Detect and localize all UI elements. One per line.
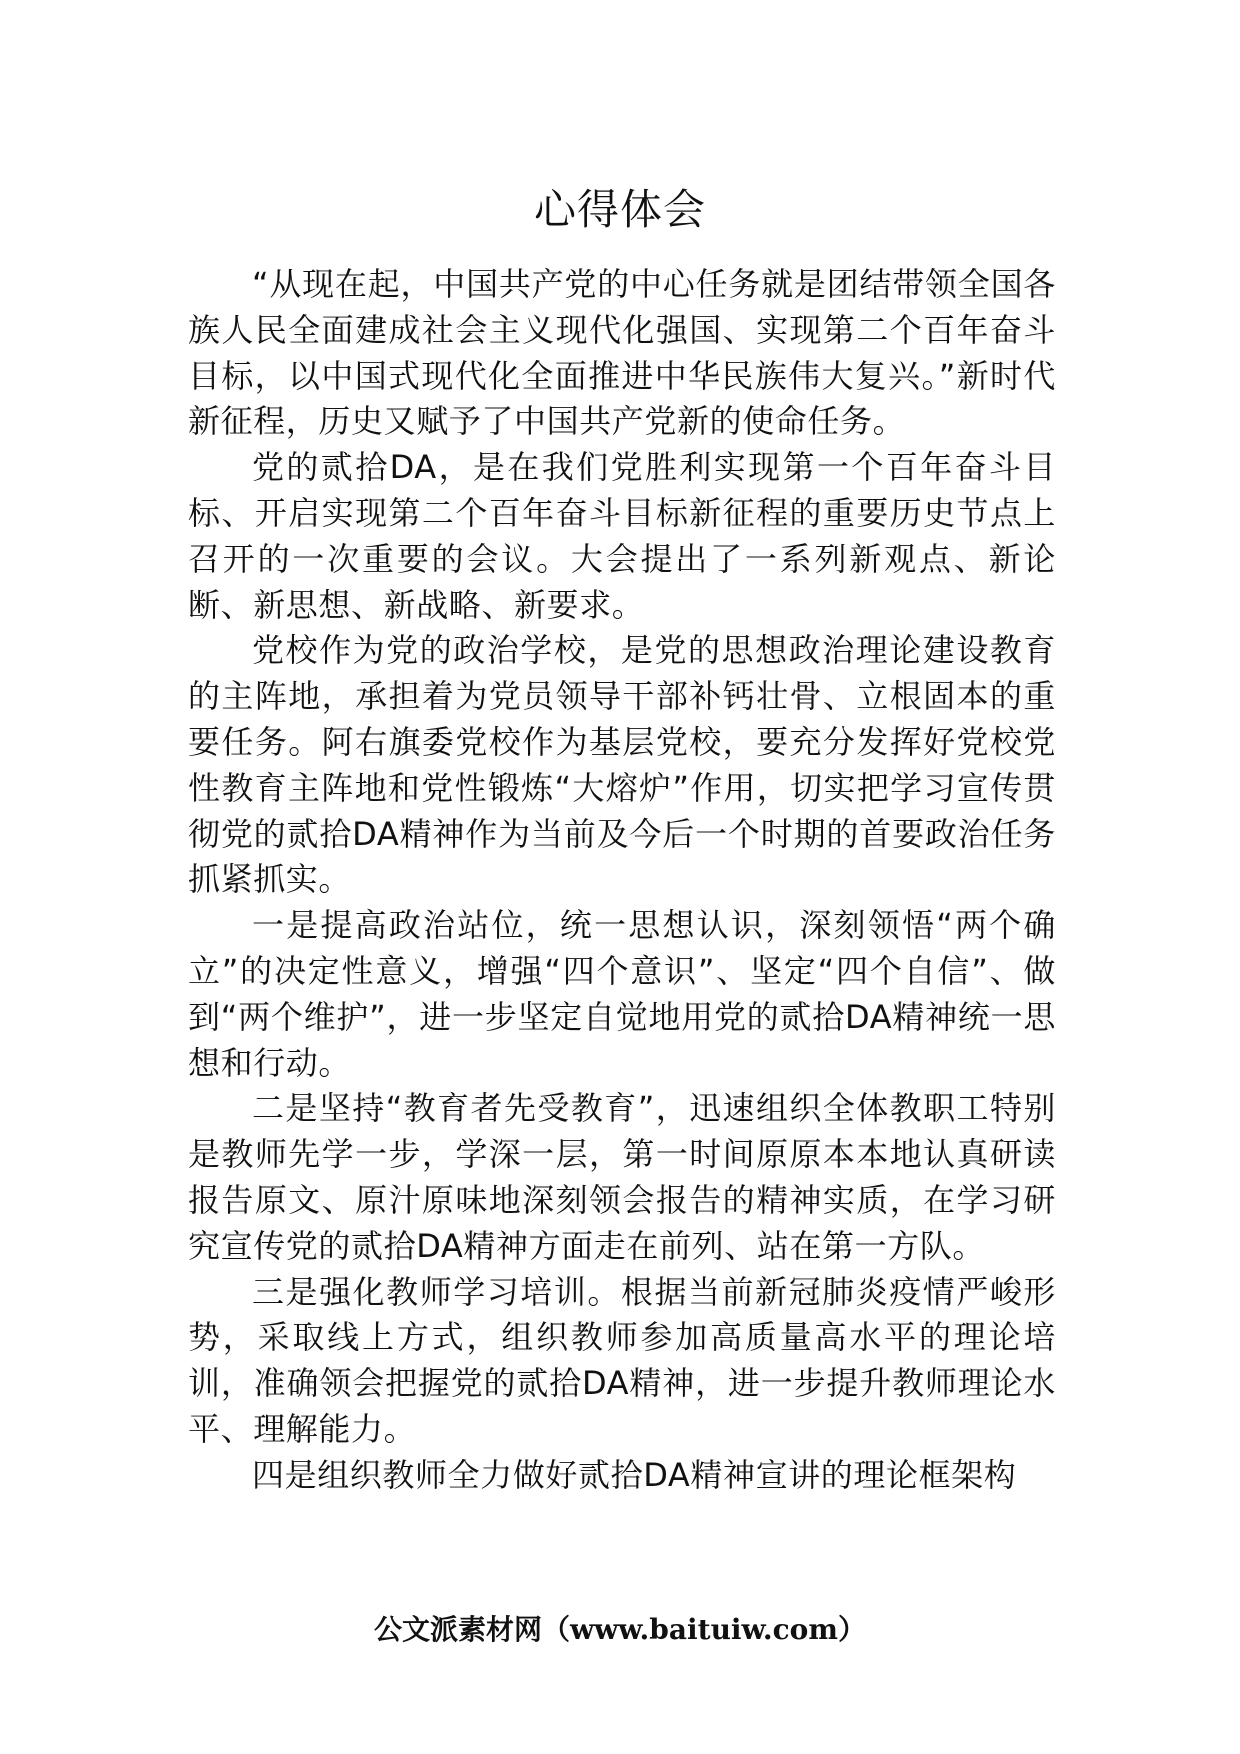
paragraph: 一是提高政治站位，统一思想认识，深刻领悟“两个确立”的决定性意义，增强“四个意识”、坚定“四个自信”、做到“两个维护”，进一步坚定自觉地用党的贰拾DA精神统一思想和行动。 — [188, 906, 1056, 1082]
paragraph: 四是组织教师全力做好贰拾DA精神宣讲的理论框架构 — [252, 1455, 1017, 1494]
paragraph: “从现在起，中国共产党的中心任务就是团结带领全国各族人民全面建成社会主义现代化强国、实现第二个百年奋斗目标，以中国式现代化全面推进中华民族伟大复兴。”新时代新征程，历史又赋予了中国共产党新的使命任务。 — [188, 265, 1056, 441]
paragraph: 党校作为党的政治学校，是党的思想政治理论建设教育的主阵地，承担着为党员领导干部补钙壮骨、立根固本的重要任务。阿右旗委党校作为基层党校，要充分发挥好党校党性教育主阵地和党性锻炼“大熔炉”作用，切实把学习宣传贯彻党的贰拾DA精神作为当前及今后一个时期的首要政治任务抓紧抓实。 — [188, 631, 1056, 899]
document-title: 心得体会 — [533, 185, 706, 234]
paragraph: 党的贰拾DA，是在我们党胜利实现第一个百年奋斗目标、开启实现第二个百年奋斗目标新征程的重要历史节点上召开的一次重要的会议。大会提出了一系列新观点、新论断、新思想、新战略、新要求。 — [188, 448, 1056, 624]
paragraph: 二是坚持“教育者先受教育”，迅速组织全体教职工特别是教师先学一步，学深一层，第一时间原原本本地认真研读报告原文、原汁原味地深刻领会报告的精神实质，在学习研究宣传党的贰拾DA精神方面走在前列、站在第一方队。 — [188, 1089, 1056, 1265]
paragraph: 三是强化教师学习培训。根据当前新冠肺炎疫情严峻形势，采取线上方式，组织教师参加高质量高水平的理论培训，准确领会把握党的贰拾DA精神，进一步提升教师理论水平、理解能力。 — [188, 1272, 1056, 1448]
document-body — [188, 262, 1056, 1499]
page-footer: 公文派素材网（www.baituiw.com） — [374, 1613, 866, 1646]
